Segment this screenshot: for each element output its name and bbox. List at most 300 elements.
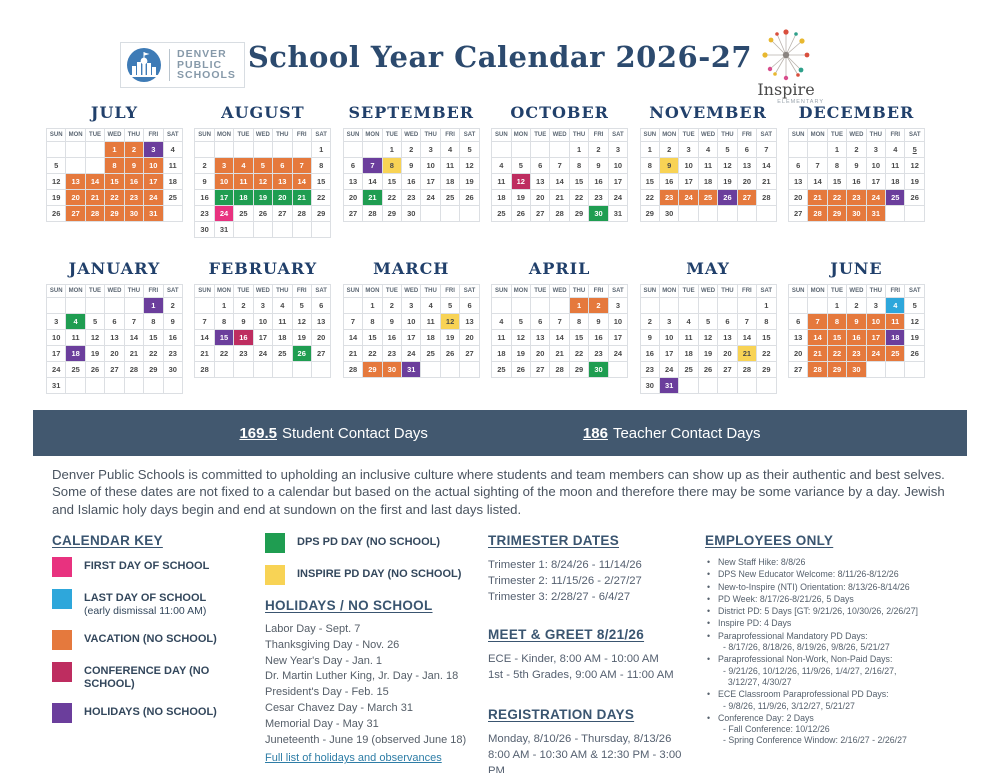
day-cell: 6: [105, 314, 124, 330]
employee-item: [705, 631, 975, 654]
day-cell: 3: [659, 314, 678, 330]
day-cell: 25: [886, 190, 905, 206]
day-cell: 20: [105, 346, 124, 362]
day-cell: 25: [163, 190, 182, 206]
day-cell: [788, 142, 807, 158]
employee-item: [705, 557, 975, 568]
day-cell: 5: [511, 158, 530, 174]
day-cell: 9: [382, 314, 401, 330]
calendar-key-heading: CALENDAR KEY: [52, 533, 163, 548]
key-item-label: LAST DAY OF SCHOOL (early dismissal 11:00 AM): [84, 592, 207, 617]
day-cell: 1: [144, 298, 163, 314]
day-cell: 24: [47, 362, 66, 378]
day-cell: [363, 142, 382, 158]
day-cell: 25: [679, 362, 698, 378]
day-cell: 1: [382, 142, 401, 158]
weekday-header: TUE: [85, 285, 104, 298]
day-cell: [905, 206, 924, 222]
weekday-header: SAT: [311, 129, 330, 142]
day-cell: 17: [679, 174, 698, 190]
day-cell: [85, 142, 104, 158]
day-cell: [698, 298, 717, 314]
month-grid: [46, 128, 183, 222]
holiday-item: New Year's Day - Jan. 1: [265, 654, 383, 667]
day-cell: [66, 298, 85, 314]
day-cell: 13: [460, 314, 479, 330]
weekday-header: TUE: [234, 129, 253, 142]
day-cell: [737, 298, 756, 314]
month-title: APRIL: [528, 259, 591, 278]
day-cell: 6: [311, 298, 330, 314]
day-cell: [511, 298, 530, 314]
day-cell: 13: [531, 330, 550, 346]
day-cell: 31: [214, 222, 233, 238]
day-cell: 6: [718, 314, 737, 330]
day-cell: 26: [47, 206, 66, 222]
day-cell: 21: [363, 190, 382, 206]
day-cell: 10: [144, 158, 163, 174]
holiday-item: Dr. Martin Luther King, Jr. Day - Jan. 18: [265, 670, 459, 683]
day-cell: 22: [311, 190, 330, 206]
weekday-header: FRI: [589, 285, 608, 298]
day-cell: 8: [640, 158, 659, 174]
day-cell: 24: [866, 190, 885, 206]
day-cell: 26: [718, 190, 737, 206]
weekday-header: FRI: [886, 129, 905, 142]
day-cell: 4: [886, 298, 905, 314]
day-cell: 12: [718, 158, 737, 174]
day-cell: 15: [569, 330, 588, 346]
weekday-header: TUE: [382, 129, 401, 142]
day-cell: 10: [679, 158, 698, 174]
day-cell: 4: [492, 314, 511, 330]
day-cell: [737, 206, 756, 222]
day-cell: 16: [124, 174, 143, 190]
day-cell: 27: [311, 346, 330, 362]
day-cell: 28: [363, 206, 382, 222]
day-cell: 27: [788, 362, 807, 378]
day-cell: 20: [343, 190, 362, 206]
day-cell: 30: [163, 362, 182, 378]
day-cell: 13: [311, 314, 330, 330]
day-cell: 21: [808, 190, 827, 206]
dps-logo-text: DENVER PUBLIC SCHOOLS: [169, 49, 236, 81]
weekday-header: WED: [253, 285, 272, 298]
employee-item-subline: - Spring Conference Window: 2/16/27 - 2/26/27: [723, 735, 907, 746]
weekday-header: WED: [550, 285, 569, 298]
month-title: FEBRUARY: [208, 259, 318, 278]
weekday-header: WED: [847, 129, 866, 142]
day-cell: 16: [402, 174, 421, 190]
weekday-header: THU: [421, 285, 440, 298]
day-cell: 30: [640, 378, 659, 394]
day-cell: 9: [589, 314, 608, 330]
day-cell: 20: [460, 330, 479, 346]
weekday-header: SUN: [640, 129, 659, 142]
month-title: NOVEMBER: [649, 103, 767, 122]
day-cell: 28: [292, 206, 311, 222]
day-cell: 19: [292, 330, 311, 346]
month-grid: [343, 128, 480, 222]
day-cell: [531, 142, 550, 158]
day-cell: [460, 206, 479, 222]
day-cell: 3: [866, 298, 885, 314]
months-grid: [46, 103, 925, 394]
weekday-header: MON: [659, 129, 678, 142]
page-title: School Year Calendar 2026-27: [247, 40, 753, 74]
employee-item-text: • Paraprofessional Mandatory PD Days:: [718, 630, 868, 641]
day-cell: 1: [640, 142, 659, 158]
weekday-header: FRI: [737, 285, 756, 298]
weekday-header: TUE: [382, 285, 401, 298]
day-cell: 19: [511, 190, 530, 206]
day-cell: 20: [788, 346, 807, 362]
day-cell: 22: [757, 346, 776, 362]
employee-item-text: • District PD: 5 Days [GT: 9/21/26, 10/30/26, 2/26/27]: [718, 606, 918, 617]
day-cell: 24: [866, 346, 885, 362]
day-cell: 25: [698, 190, 717, 206]
day-cell: 25: [440, 190, 459, 206]
day-cell: 22: [827, 190, 846, 206]
day-cell: 4: [273, 298, 292, 314]
weekday-header: SAT: [757, 129, 776, 142]
weekday-header: TUE: [827, 285, 846, 298]
day-cell: 15: [311, 174, 330, 190]
day-cell: 21: [124, 346, 143, 362]
registration-lines: [488, 731, 700, 773]
day-cell: 27: [343, 206, 362, 222]
conference-swatch: [52, 662, 72, 682]
day-cell: 11: [273, 314, 292, 330]
holidays-heading: HOLIDAYS / NO SCHOOL: [265, 598, 433, 613]
day-cell: 28: [343, 362, 362, 378]
weekday-header: FRI: [292, 285, 311, 298]
day-cell: [253, 362, 272, 378]
day-cell: [808, 142, 827, 158]
weekday-header: TUE: [679, 285, 698, 298]
key-item-holidays: [52, 703, 258, 723]
day-cell: 23: [234, 346, 253, 362]
day-cell: 16: [847, 330, 866, 346]
day-cell: 4: [440, 142, 459, 158]
day-cell: 21: [550, 190, 569, 206]
day-cell: 8: [214, 314, 233, 330]
month-february: [194, 259, 331, 378]
day-cell: 1: [214, 298, 233, 314]
day-cell: [105, 378, 124, 394]
day-cell: 31: [144, 206, 163, 222]
key-item-label: HOLIDAYS (NO SCHOOL): [84, 706, 217, 718]
day-cell: 30: [589, 206, 608, 222]
day-cell: [163, 206, 182, 222]
day-cell: [144, 378, 163, 394]
day-cell: [550, 142, 569, 158]
day-cell: [214, 142, 233, 158]
day-cell: 11: [492, 174, 511, 190]
weekday-header: SUN: [788, 129, 807, 142]
day-cell: 18: [66, 346, 85, 362]
day-cell: 15: [363, 330, 382, 346]
day-cell: [292, 362, 311, 378]
day-cell: 22: [105, 190, 124, 206]
day-cell: 23: [640, 362, 659, 378]
day-cell: 21: [737, 346, 756, 362]
day-cell: 20: [788, 190, 807, 206]
day-cell: 7: [550, 314, 569, 330]
day-cell: 30: [124, 206, 143, 222]
day-cell: 20: [311, 330, 330, 346]
day-cell: 26: [511, 206, 530, 222]
day-cell: 27: [273, 206, 292, 222]
employees-only-heading: EMPLOYEES ONLY: [705, 533, 834, 548]
meet-greet-heading: MEET & GREET 8/21/26: [488, 627, 645, 642]
day-cell: 26: [511, 362, 530, 378]
weekday-header: TUE: [234, 285, 253, 298]
day-cell: [273, 222, 292, 238]
weekday-header: SUN: [47, 129, 66, 142]
full-holiday-list-link[interactable]: Full list of holidays and observances: [265, 752, 442, 765]
day-cell: 29: [144, 362, 163, 378]
employee-item-text: • Paraprofessional Non-Work, Non-Paid Days:: [718, 654, 893, 665]
day-cell: [757, 378, 776, 394]
day-cell: 16: [195, 190, 214, 206]
month-july: [46, 103, 183, 222]
key-item-label: FIRST DAY OF SCHOOL: [84, 560, 210, 572]
day-cell: 22: [827, 346, 846, 362]
day-cell: [85, 298, 104, 314]
weekday-header: SAT: [757, 285, 776, 298]
day-cell: 17: [659, 346, 678, 362]
month-title: JULY: [90, 103, 139, 122]
day-cell: 27: [737, 190, 756, 206]
day-cell: 7: [808, 314, 827, 330]
weekday-header: SUN: [788, 285, 807, 298]
day-cell: 6: [460, 298, 479, 314]
month-april: [491, 259, 628, 378]
day-cell: 2: [589, 142, 608, 158]
day-cell: 26: [905, 346, 924, 362]
day-cell: 2: [847, 298, 866, 314]
day-cell: 24: [608, 190, 627, 206]
day-cell: [718, 378, 737, 394]
employee-item-text: • Conference Day: 2 Days: [718, 712, 814, 723]
day-cell: [124, 298, 143, 314]
day-cell: 25: [234, 206, 253, 222]
day-cell: 15: [757, 330, 776, 346]
holiday-item: Juneteenth - June 19 (observed June 18): [265, 733, 467, 746]
key-item-conference: [52, 662, 258, 691]
day-cell: 30: [847, 362, 866, 378]
day-cell: 6: [343, 158, 362, 174]
day-cell: 25: [886, 346, 905, 362]
day-cell: 10: [421, 158, 440, 174]
holiday-item: Thanksgiving Day - Nov. 26: [265, 638, 400, 651]
day-cell: 20: [66, 190, 85, 206]
day-cell: 27: [788, 206, 807, 222]
day-cell: 17: [608, 174, 627, 190]
day-cell: 29: [569, 362, 588, 378]
day-cell: 3: [47, 314, 66, 330]
day-cell: [421, 362, 440, 378]
day-cell: 21: [85, 190, 104, 206]
employee-item-text: • ECE Classroom Paraprofessional PD Days:: [718, 689, 889, 700]
day-cell: 23: [847, 190, 866, 206]
day-cell: 15: [105, 174, 124, 190]
employee-item-text: • New-to-Inspire (NTI) Orientation: 8/13/26-8/14/26: [718, 581, 910, 592]
key-item-sublabel: (early dismissal 11:00 AM): [84, 605, 207, 617]
day-cell: 4: [492, 158, 511, 174]
day-cell: 12: [905, 314, 924, 330]
weekday-header: WED: [253, 129, 272, 142]
day-cell: 17: [214, 190, 233, 206]
month-march: [343, 259, 480, 378]
weekday-header: MON: [363, 285, 382, 298]
weekday-header: SAT: [311, 285, 330, 298]
day-cell: 14: [550, 174, 569, 190]
day-cell: 18: [421, 330, 440, 346]
weekday-header: TUE: [531, 285, 550, 298]
day-cell: 16: [640, 346, 659, 362]
first-day-swatch: [52, 557, 72, 577]
day-cell: 18: [234, 190, 253, 206]
inspire-logo: [748, 28, 824, 105]
weekday-header: FRI: [737, 129, 756, 142]
day-cell: [343, 298, 362, 314]
day-cell: 24: [144, 190, 163, 206]
day-cell: 10: [402, 314, 421, 330]
day-cell: [698, 378, 717, 394]
day-cell: [311, 222, 330, 238]
holiday-list: [265, 622, 483, 748]
day-cell: 23: [589, 346, 608, 362]
day-cell: 19: [460, 174, 479, 190]
day-cell: 13: [343, 174, 362, 190]
weekday-header: MON: [66, 285, 85, 298]
day-cell: 17: [608, 330, 627, 346]
month-title: MARCH: [373, 259, 450, 278]
holidays-swatch: [52, 703, 72, 723]
weekday-header: MON: [511, 129, 530, 142]
day-cell: 16: [589, 174, 608, 190]
weekday-header: SUN: [492, 285, 511, 298]
key-item-inspire-pd: [265, 565, 483, 585]
employee-item: [705, 618, 975, 629]
day-cell: 1: [827, 142, 846, 158]
day-cell: 4: [234, 158, 253, 174]
day-cell: 26: [292, 346, 311, 362]
day-cell: [66, 158, 85, 174]
day-cell: 15: [382, 174, 401, 190]
weekday-header: FRI: [440, 129, 459, 142]
day-cell: [273, 362, 292, 378]
teacher-contact-days-value: 186: [582, 424, 608, 442]
day-cell: [737, 378, 756, 394]
key-item-label: INSPIRE PD DAY (NO SCHOOL): [297, 568, 462, 580]
employees-only-section: [705, 533, 975, 748]
month-grid: [194, 284, 331, 378]
day-cell: 31: [608, 206, 627, 222]
employee-item: [705, 713, 975, 747]
day-cell: 3: [144, 142, 163, 158]
day-cell: 12: [905, 158, 924, 174]
key-item-last-day: [52, 589, 258, 618]
key-item-vacation: [52, 630, 258, 650]
day-cell: 9: [640, 330, 659, 346]
day-cell: [886, 362, 905, 378]
day-cell: [718, 206, 737, 222]
day-cell: 21: [550, 346, 569, 362]
month-october: [491, 103, 628, 222]
weekday-header: MON: [214, 285, 233, 298]
teacher-contact-days: 186 Teacher Contact Days: [582, 424, 761, 442]
employee-item: [705, 594, 975, 605]
weekday-header: FRI: [589, 129, 608, 142]
day-cell: 24: [659, 362, 678, 378]
day-cell: 3: [608, 142, 627, 158]
day-cell: [640, 298, 659, 314]
weekday-header: SUN: [343, 285, 362, 298]
day-cell: 31: [866, 206, 885, 222]
day-cell: 25: [66, 362, 85, 378]
day-cell: 17: [421, 174, 440, 190]
month-december: [788, 103, 925, 222]
day-cell: 19: [511, 346, 530, 362]
inspire-logo-sub: ELEMENTARY: [777, 99, 824, 105]
employee-item-subline: - 9/21/26, 10/12/26, 11/9/26, 1/4/27, 2/16/27,: [723, 665, 897, 676]
day-cell: [905, 362, 924, 378]
day-cell: [511, 142, 530, 158]
day-cell: 13: [531, 174, 550, 190]
day-cell: 8: [569, 314, 588, 330]
day-cell: 14: [124, 330, 143, 346]
day-cell: 5: [440, 298, 459, 314]
day-cell: 9: [163, 314, 182, 330]
weekday-header: THU: [718, 285, 737, 298]
day-cell: 7: [124, 314, 143, 330]
day-cell: 17: [47, 346, 66, 362]
holiday-item: Memorial Day - May 31: [265, 717, 379, 730]
day-cell: [679, 298, 698, 314]
day-cell: 9: [234, 314, 253, 330]
weekday-header: THU: [273, 285, 292, 298]
day-cell: 2: [589, 298, 608, 314]
trimester-lines: [488, 557, 700, 605]
day-cell: [866, 362, 885, 378]
day-cell: 2: [640, 314, 659, 330]
weekday-header: THU: [569, 129, 588, 142]
day-cell: 19: [85, 346, 104, 362]
registration-heading: REGISTRATION DAYS: [488, 707, 635, 722]
weekday-header: MON: [511, 285, 530, 298]
day-cell: 8: [311, 158, 330, 174]
day-cell: 16: [589, 330, 608, 346]
day-cell: [492, 298, 511, 314]
day-cell: 9: [195, 174, 214, 190]
day-cell: 28: [757, 190, 776, 206]
trimester-line: Trimester 2: 11/15/26 - 2/27/27: [488, 575, 642, 587]
day-cell: 6: [788, 314, 807, 330]
weekday-header: FRI: [292, 129, 311, 142]
day-cell: 5: [698, 314, 717, 330]
day-cell: 18: [886, 330, 905, 346]
day-cell: [808, 298, 827, 314]
day-cell: 1: [105, 142, 124, 158]
last-day-swatch: [52, 589, 72, 609]
weekday-header: SAT: [608, 129, 627, 142]
day-cell: 30: [847, 206, 866, 222]
month-grid: [788, 128, 925, 222]
day-cell: 17: [144, 174, 163, 190]
